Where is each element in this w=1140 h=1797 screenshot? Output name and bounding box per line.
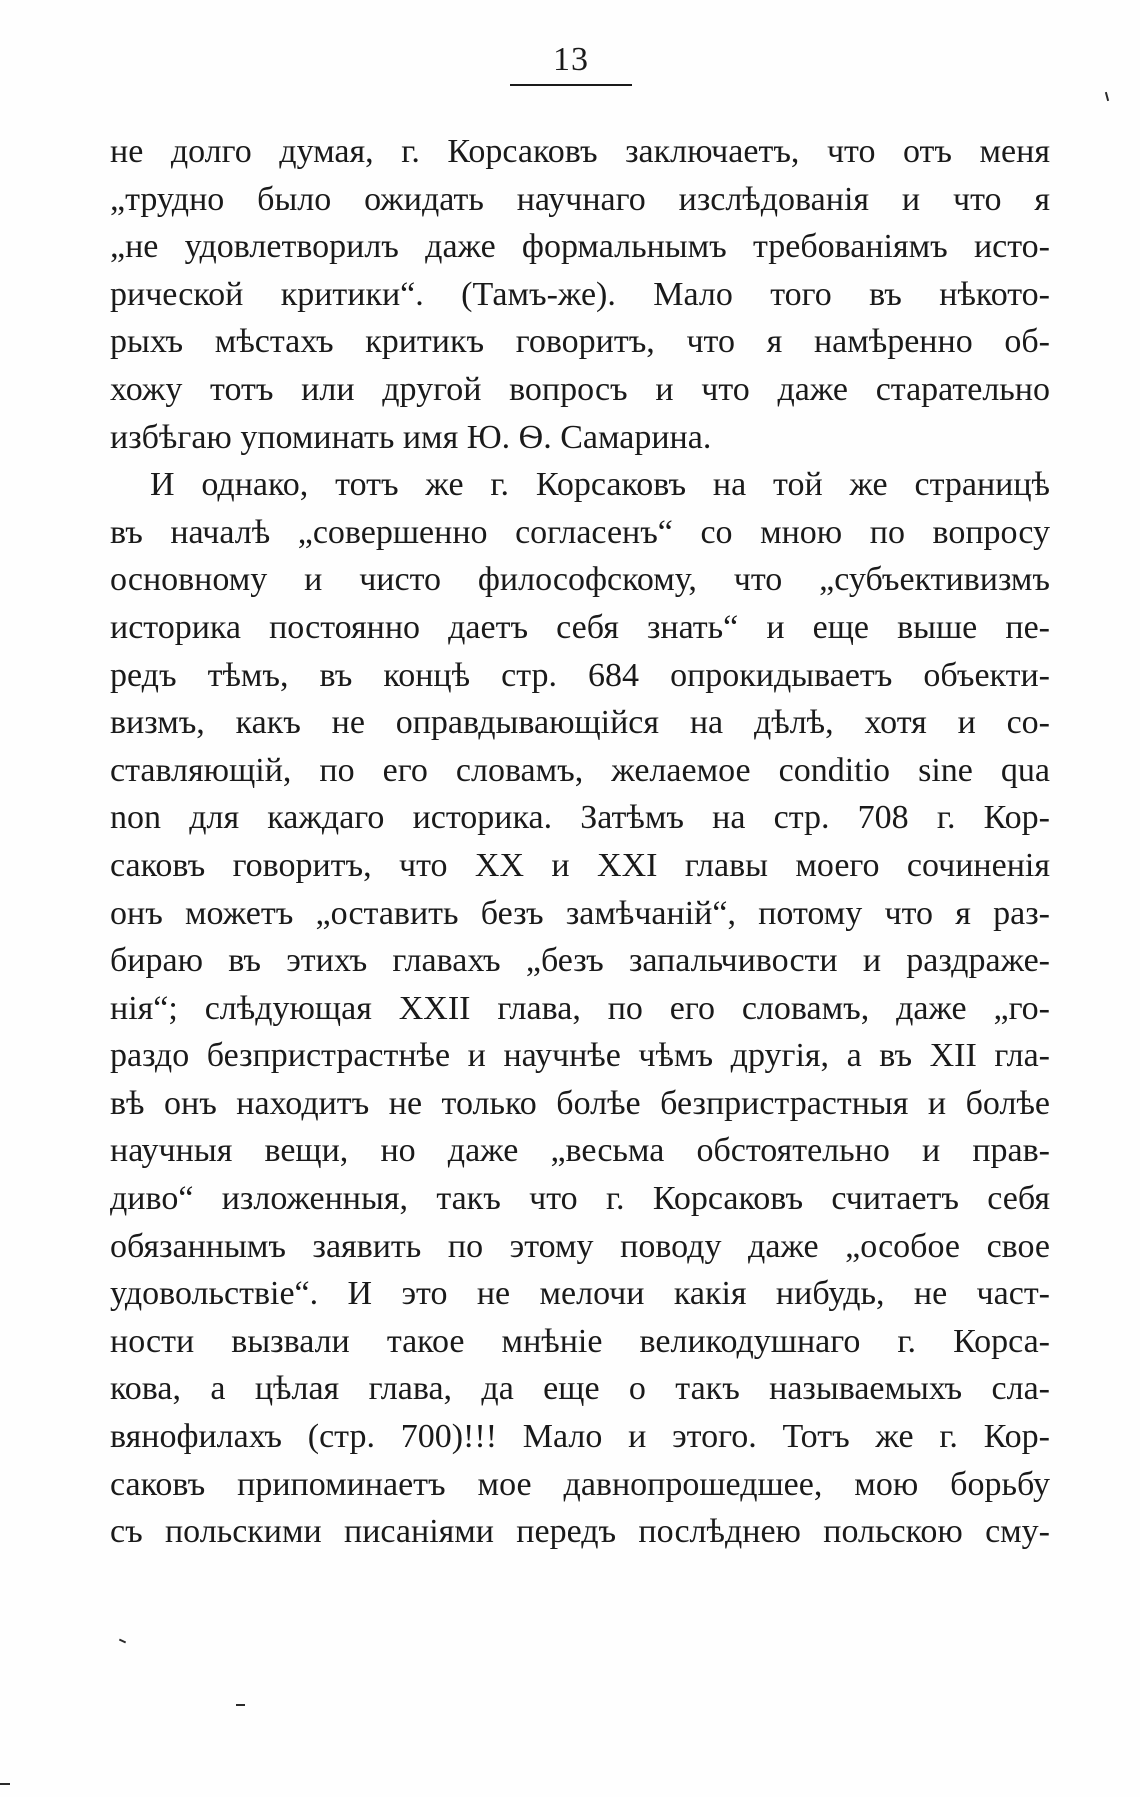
text-line: онъ можетъ „оставить безъ замѣчаній“, потому что я раз- xyxy=(110,894,1050,932)
text-line: рической критики“. (Тамъ-же). Мало того въ нѣкото- xyxy=(110,275,1050,313)
text-line: визмъ, какъ не оправдывающійся на дѣлѣ, хотя и со- xyxy=(110,704,1050,742)
text-line: раздо безпристрастнѣе и научнѣе чѣмъ другія, а въ XII гла- xyxy=(110,1037,1050,1075)
scan-speck xyxy=(1105,92,1109,101)
page-number: 13 xyxy=(553,41,589,78)
text-line: историка постоянно даетъ себя знать“ и еще выше пе- xyxy=(110,608,1050,646)
text-line: бираю въ этихъ главахъ „безъ запальчивости и раздраже- xyxy=(110,942,1050,980)
text-line: „трудно было ожидать научнаго изслѣдованія и что я xyxy=(110,180,1050,218)
text-line: диво“ изложенныя, такъ что г. Корсаковъ считаетъ себя xyxy=(110,1180,1050,1218)
text-line: кова, а цѣлая глава, да еще о такъ называемыхъ сла- xyxy=(110,1370,1050,1408)
text-line: обязаннымъ заявить по этому поводу даже „особое свое xyxy=(110,1227,1050,1265)
text-line: въ началѣ „совершенно согласенъ“ со мною по вопросу xyxy=(110,513,1050,551)
text-line: саковъ припоминаетъ мое давнопрошедшее, мою борьбу xyxy=(110,1465,1050,1503)
text-line: нія“; слѣдующая XXII глава, по его словамъ, даже „го- xyxy=(110,989,1050,1027)
text-line: съ польскими писаніями передъ послѣднею польскою сму- xyxy=(110,1513,1050,1551)
scan-speck xyxy=(119,1639,126,1644)
page-number-rule xyxy=(510,84,632,86)
text-line: „не удовлетворилъ даже формальнымъ требованіямъ исто- xyxy=(110,228,1050,266)
paragraph-2 xyxy=(110,461,1050,1556)
text-line: научныя вещи, но даже „весьма обстоятельно и прав- xyxy=(110,1132,1050,1170)
text-line: хожу тотъ или другой вопросъ и что даже старательно xyxy=(110,370,1050,408)
paragraph-1 xyxy=(110,128,1050,461)
text-line: И однако, тотъ же г. Корсаковъ на той же страницѣ xyxy=(150,466,1050,504)
text-line: ставляющій, по его словамъ, желаемое conditio sine qua xyxy=(110,751,1050,789)
text-line: редъ тѣмъ, въ концѣ стр. 684 опрокидываетъ объекти- xyxy=(110,656,1050,694)
text-line: рыхъ мѣстахъ критикъ говоритъ, что я намѣренно об- xyxy=(110,323,1050,361)
text-line: ности вызвали такое мнѣніе великодушнаго г. Корса- xyxy=(110,1322,1050,1360)
text-line: не долго думая, г. Корсаковъ заключаетъ, что отъ меня xyxy=(110,133,1050,170)
text-line: основному и чисто философскому, что „субъективизмъ xyxy=(110,561,1050,599)
text-line: избѣгаю упоминать имя Ю. Ѳ. Самарина. xyxy=(110,418,712,456)
text-line: вѣ онъ находитъ не только болѣе безпристрастныя и болѣе xyxy=(110,1084,1050,1122)
text-line: non для каждаго историка. Затѣмъ на стр. 708 г. Кор- xyxy=(110,799,1050,837)
scan-speck xyxy=(236,1704,245,1706)
scan-speck xyxy=(0,1783,10,1785)
text-line: вянофилахъ (стр. 700)!!! Мало и этого. Тотъ же г. Кор- xyxy=(110,1418,1050,1456)
body-text xyxy=(110,128,1050,1556)
text-line: саковъ говоритъ, что XX и XXI главы моего сочиненія xyxy=(110,846,1050,884)
text-line: удовольствіе“. И это не мелочи какія нибудь, не част- xyxy=(110,1275,1050,1313)
